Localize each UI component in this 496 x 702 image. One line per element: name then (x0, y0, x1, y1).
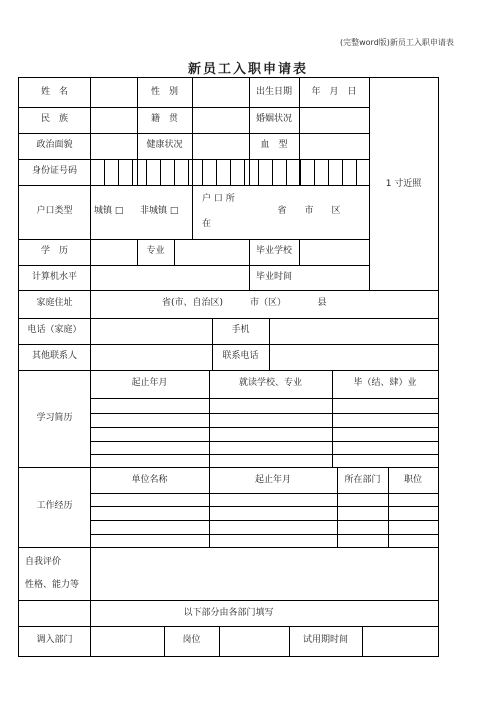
label-graduation-time: 毕业时间 (255, 272, 292, 282)
document-header: (完整word版)新员工入职申请表 (340, 38, 454, 47)
label-native-place: 籍 贯 (150, 114, 178, 124)
header-work-company: 单位名称 (131, 475, 168, 485)
label-contact-phone: 联系电话 (222, 351, 259, 361)
label-home-phone: 电话（家庭） (27, 325, 82, 335)
header-work-period: 起止年月 (254, 475, 291, 485)
header-study-period: 起止年月 (131, 378, 168, 388)
label-other-contact: 其他联系人 (31, 351, 77, 361)
application-form (18, 77, 439, 657)
label-probation-period: 试用期时间 (302, 635, 348, 645)
birth-date-format: 年 月 日 (311, 87, 357, 97)
checkbox-urban[interactable]: 城镇 □ (94, 206, 124, 216)
label-ethnicity: 民 族 (40, 114, 68, 124)
photo-placeholder: 1 寸近照 (385, 179, 422, 189)
checkbox-non-urban[interactable]: 非城镇 □ (140, 206, 179, 216)
label-marital-status: 婚姻状况 (255, 114, 292, 124)
label-political-status: 政治面貌 (36, 140, 73, 150)
label-gender: 性 别 (150, 87, 178, 97)
label-major: 专业 (146, 246, 165, 256)
label-mobile: 手机 (231, 325, 250, 335)
label-work-history: 工作经历 (36, 501, 73, 511)
label-blood-type: 血 型 (260, 140, 288, 150)
label-self-evaluation-detail: 性格、能力等 (25, 580, 80, 590)
label-transfer-department: 调入部门 (36, 635, 73, 645)
header-work-position: 职位 (403, 475, 422, 485)
label-hukou-type: 户口类型 (36, 206, 73, 216)
label-graduation-school: 毕业学校 (255, 246, 292, 256)
department-section-note: 以下部分由各部门填写 (183, 608, 274, 618)
label-computer-level: 计算机水平 (31, 272, 77, 282)
address-format: 省(市、自治区) 市（区） 县 (162, 298, 327, 308)
label-education: 学 历 (40, 246, 68, 256)
label-id-number: 身份证号码 (31, 166, 77, 176)
header-work-department: 所在部门 (344, 475, 381, 485)
label-birth-date: 出生日期 (255, 87, 292, 97)
label-health: 健康状况 (146, 140, 183, 150)
hukou-province-format: 省 市 区 (277, 206, 341, 216)
label-home-address: 家庭住址 (36, 298, 73, 308)
form-title: 新员工入职申请表 (187, 62, 308, 77)
label-name: 姓 名 (40, 87, 68, 97)
label-post: 岗位 (182, 635, 201, 645)
label-hukou-location: 户 口 所 (202, 194, 235, 204)
label-study-history: 学习简历 (36, 413, 73, 423)
label-self-evaluation: 自我评价 (25, 557, 62, 567)
label-hukou-location-2: 在 (202, 219, 212, 229)
header-study-graduation: 毕（结、肆）业 (353, 378, 417, 388)
header-study-school: 就读学校、专业 (238, 378, 302, 388)
